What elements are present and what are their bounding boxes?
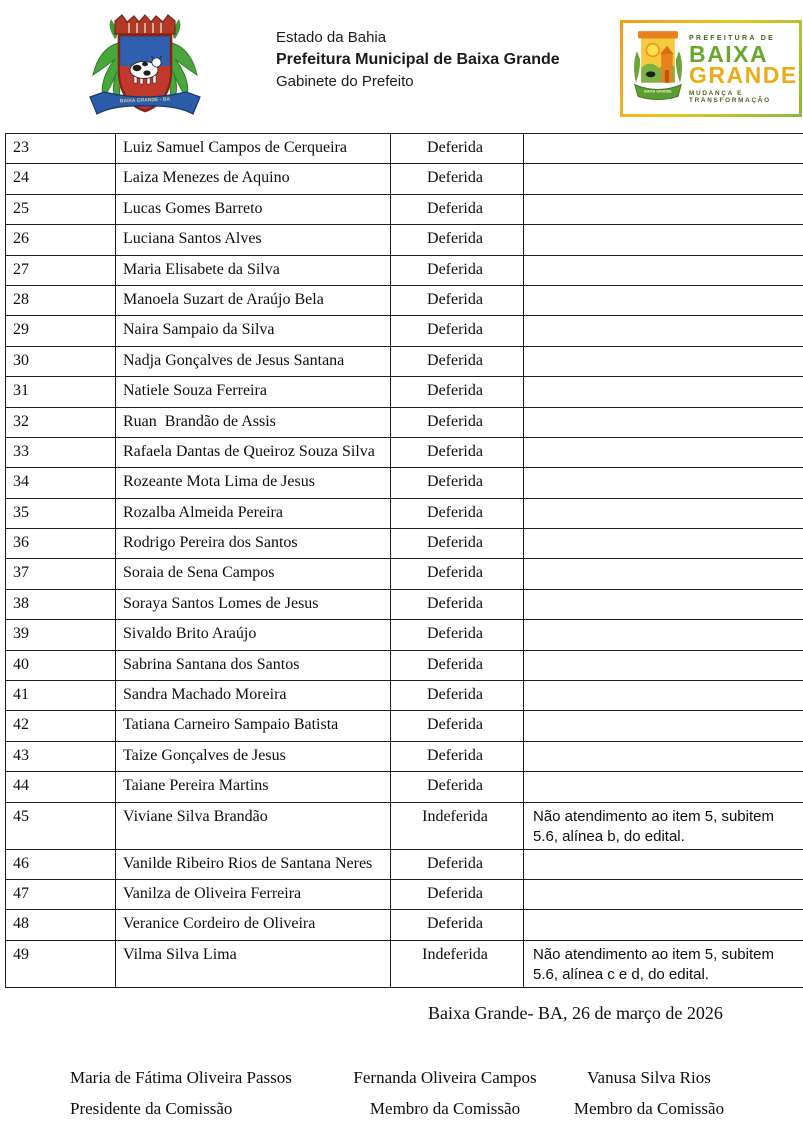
table-row bbox=[6, 879, 803, 909]
observation-cell bbox=[524, 650, 803, 680]
letterhead bbox=[276, 27, 560, 93]
brand-slogan: MUDANÇA E TRANSFORMAÇÃO bbox=[689, 90, 771, 104]
letterhead-office: Gabinete do Prefeito bbox=[276, 73, 414, 90]
letterhead-state: Estado da Bahia bbox=[276, 29, 387, 46]
row-number-cell: 38 bbox=[6, 589, 116, 619]
observation-cell bbox=[524, 772, 803, 802]
status-cell: Deferida bbox=[391, 316, 524, 346]
status-cell: Deferida bbox=[391, 650, 524, 680]
observation-cell bbox=[524, 529, 803, 559]
observation-cell bbox=[524, 711, 803, 741]
table-row bbox=[6, 650, 803, 680]
status-cell: Indeferida bbox=[391, 940, 524, 987]
status-cell: Deferida bbox=[391, 620, 524, 650]
status-cell: Deferida bbox=[391, 407, 524, 437]
table-row bbox=[6, 940, 803, 987]
table-row bbox=[6, 910, 803, 940]
observation-cell bbox=[524, 285, 803, 315]
status-cell: Deferida bbox=[391, 164, 524, 194]
status-cell: Deferida bbox=[391, 134, 524, 164]
observation-cell bbox=[524, 468, 803, 498]
table-row bbox=[6, 772, 803, 802]
observation-cell bbox=[524, 225, 803, 255]
status-cell: Deferida bbox=[391, 772, 524, 802]
signature-name: Vanusa Silva Rios bbox=[587, 1068, 711, 1087]
observation-cell bbox=[524, 255, 803, 285]
row-number-cell: 37 bbox=[6, 559, 116, 589]
table-row bbox=[6, 498, 803, 528]
table-row bbox=[6, 255, 803, 285]
observation-cell bbox=[524, 316, 803, 346]
emblem-ribbon-text: BAIXA GRANDE bbox=[644, 89, 672, 94]
table-row bbox=[6, 194, 803, 224]
row-number-cell: 43 bbox=[6, 741, 116, 771]
table-row bbox=[6, 802, 803, 849]
candidate-name-cell: Rozalba Almeida Pereira bbox=[116, 498, 391, 528]
candidate-name-cell: Luiz Samuel Campos de Cerqueira bbox=[116, 134, 391, 164]
candidate-name-cell: Sandra Machado Moreira bbox=[116, 681, 391, 711]
table-row bbox=[6, 407, 803, 437]
status-cell: Indeferida bbox=[391, 802, 524, 849]
candidate-name-cell: Sivaldo Brito Araújo bbox=[116, 620, 391, 650]
observation-cell bbox=[524, 164, 803, 194]
candidate-name-cell: Viviane Silva Brandão bbox=[116, 802, 391, 849]
row-number-cell: 36 bbox=[6, 529, 116, 559]
table-row bbox=[6, 437, 803, 467]
candidate-name-cell: Natiele Souza Ferreira bbox=[116, 377, 391, 407]
row-number-cell: 46 bbox=[6, 849, 116, 879]
table-row bbox=[6, 468, 803, 498]
brand-name-1: BAIXA bbox=[689, 41, 769, 67]
table-row bbox=[6, 346, 803, 376]
candidate-name-cell: Luciana Santos Alves bbox=[116, 225, 391, 255]
status-cell: Deferida bbox=[391, 437, 524, 467]
observation-cell bbox=[524, 681, 803, 711]
candidate-name-cell: Tatiana Carneiro Sampaio Batista bbox=[116, 711, 391, 741]
observation-cell bbox=[524, 910, 803, 940]
observation-cell bbox=[524, 849, 803, 879]
observation-cell bbox=[524, 498, 803, 528]
applicants-table bbox=[5, 133, 803, 988]
candidate-name-cell: Taiane Pereira Martins bbox=[116, 772, 391, 802]
candidate-name-cell: Naira Sampaio da Silva bbox=[116, 316, 391, 346]
candidate-name-cell: Vanilza de Oliveira Ferreira bbox=[116, 879, 391, 909]
signature-role: Membro da Comissão bbox=[369, 1099, 521, 1118]
signature-block-member-1 bbox=[340, 1062, 550, 1124]
candidate-name-cell: Sabrina Santana dos Santos bbox=[116, 650, 391, 680]
signature-block-member-2 bbox=[560, 1062, 738, 1124]
brand-emblem-icon bbox=[629, 28, 687, 110]
row-number-cell: 28 bbox=[6, 285, 116, 315]
row-number-cell: 48 bbox=[6, 910, 116, 940]
signature-block-president bbox=[70, 1062, 292, 1124]
table-row bbox=[6, 589, 803, 619]
row-number-cell: 33 bbox=[6, 437, 116, 467]
status-cell: Deferida bbox=[391, 468, 524, 498]
applicants-table-body bbox=[6, 134, 803, 988]
table-row bbox=[6, 316, 803, 346]
signature-name: Maria de Fátima Oliveira Passos bbox=[70, 1068, 292, 1087]
observation-cell bbox=[524, 589, 803, 619]
status-cell: Deferida bbox=[391, 681, 524, 711]
candidate-name-cell: Rodrigo Pereira dos Santos bbox=[116, 529, 391, 559]
status-cell: Deferida bbox=[391, 589, 524, 619]
status-cell: Deferida bbox=[391, 711, 524, 741]
status-cell: Deferida bbox=[391, 849, 524, 879]
candidate-name-cell: Taize Gonçalves de Jesus bbox=[116, 741, 391, 771]
candidate-name-cell: Vanilde Ribeiro Rios de Santana Neres bbox=[116, 849, 391, 879]
status-cell: Deferida bbox=[391, 498, 524, 528]
row-number-cell: 25 bbox=[6, 194, 116, 224]
observation-cell bbox=[524, 194, 803, 224]
observation-cell: Não atendimento ao item 5, subitem 5.6, alínea b, do edital. bbox=[524, 802, 803, 849]
candidate-name-cell: Rafaela Dantas de Queiroz Souza Silva bbox=[116, 437, 391, 467]
date-line: Baixa Grande- BA, 26 de março de 2026 bbox=[428, 1003, 723, 1023]
candidate-name-cell: Rozeante Mota Lima de Jesus bbox=[116, 468, 391, 498]
candidate-name-cell: Ruan Brandão de Assis bbox=[116, 407, 391, 437]
candidate-name-cell: Vilma Silva Lima bbox=[116, 940, 391, 987]
observation-cell bbox=[524, 346, 803, 376]
signature-name: Fernanda Oliveira Campos bbox=[353, 1068, 537, 1087]
table-row bbox=[6, 559, 803, 589]
row-number-cell: 35 bbox=[6, 498, 116, 528]
observation-cell bbox=[524, 620, 803, 650]
status-cell: Deferida bbox=[391, 377, 524, 407]
status-cell: Deferida bbox=[391, 194, 524, 224]
status-cell: Deferida bbox=[391, 741, 524, 771]
observation-cell bbox=[524, 437, 803, 467]
observation-cell bbox=[524, 879, 803, 909]
mural-crown bbox=[115, 15, 175, 34]
table-row bbox=[6, 225, 803, 255]
candidate-name-cell: Manoela Suzart de Araújo Bela bbox=[116, 285, 391, 315]
row-number-cell: 32 bbox=[6, 407, 116, 437]
status-cell: Deferida bbox=[391, 346, 524, 376]
row-number-cell: 47 bbox=[6, 879, 116, 909]
row-number-cell: 34 bbox=[6, 468, 116, 498]
table-row bbox=[6, 681, 803, 711]
candidate-name-cell: Veranice Cordeiro de Oliveira bbox=[116, 910, 391, 940]
crest-ribbon-text: BAIXA GRANDE - BA bbox=[119, 96, 171, 105]
row-number-cell: 23 bbox=[6, 134, 116, 164]
observation-cell bbox=[524, 377, 803, 407]
candidate-name-cell: Nadja Gonçalves de Jesus Santana bbox=[116, 346, 391, 376]
table-row bbox=[6, 164, 803, 194]
table-row bbox=[6, 285, 803, 315]
row-number-cell: 31 bbox=[6, 377, 116, 407]
candidate-name-cell: Maria Elisabete da Silva bbox=[116, 255, 391, 285]
table-row bbox=[6, 377, 803, 407]
candidate-name-cell: Soraia de Sena Campos bbox=[116, 559, 391, 589]
prefeitura-brand-logo bbox=[620, 20, 802, 117]
row-number-cell: 24 bbox=[6, 164, 116, 194]
row-number-cell: 42 bbox=[6, 711, 116, 741]
brand-top-line: PREFEITURA DE bbox=[689, 35, 776, 42]
table-row bbox=[6, 529, 803, 559]
row-number-cell: 39 bbox=[6, 620, 116, 650]
candidate-name-cell: Soraya Santos Lomes de Jesus bbox=[116, 589, 391, 619]
status-cell: Deferida bbox=[391, 879, 524, 909]
row-number-cell: 44 bbox=[6, 772, 116, 802]
candidate-name-cell: Lucas Gomes Barreto bbox=[116, 194, 391, 224]
status-cell: Deferida bbox=[391, 529, 524, 559]
observation-cell bbox=[524, 559, 803, 589]
signature-role: Membro da Comissão bbox=[573, 1099, 725, 1118]
status-cell: Deferida bbox=[391, 559, 524, 589]
status-cell: Deferida bbox=[391, 225, 524, 255]
status-cell: Deferida bbox=[391, 910, 524, 940]
row-number-cell: 45 bbox=[6, 802, 116, 849]
table-row bbox=[6, 134, 803, 164]
row-number-cell: 29 bbox=[6, 316, 116, 346]
observation-cell: Não atendimento ao item 5, subitem 5.6, alínea c e d, do edital. bbox=[524, 940, 803, 987]
table-row bbox=[6, 620, 803, 650]
status-cell: Deferida bbox=[391, 285, 524, 315]
row-number-cell: 49 bbox=[6, 940, 116, 987]
table-row bbox=[6, 711, 803, 741]
observation-cell bbox=[524, 741, 803, 771]
municipal-coat-of-arms bbox=[85, 9, 205, 122]
brand-name-2: GRANDE bbox=[689, 62, 798, 88]
table-row bbox=[6, 849, 803, 879]
observation-cell bbox=[524, 134, 803, 164]
brand-wordmark bbox=[689, 35, 799, 104]
signature-role: Presidente da Comissão bbox=[70, 1099, 233, 1118]
row-number-cell: 26 bbox=[6, 225, 116, 255]
candidate-name-cell: Laiza Menezes de Aquino bbox=[116, 164, 391, 194]
observation-cell bbox=[524, 407, 803, 437]
row-number-cell: 41 bbox=[6, 681, 116, 711]
table-row bbox=[6, 741, 803, 771]
row-number-cell: 40 bbox=[6, 650, 116, 680]
letterhead-municipality: Prefeitura Municipal de Baixa Grande bbox=[276, 51, 560, 68]
status-cell: Deferida bbox=[391, 255, 524, 285]
row-number-cell: 27 bbox=[6, 255, 116, 285]
row-number-cell: 30 bbox=[6, 346, 116, 376]
